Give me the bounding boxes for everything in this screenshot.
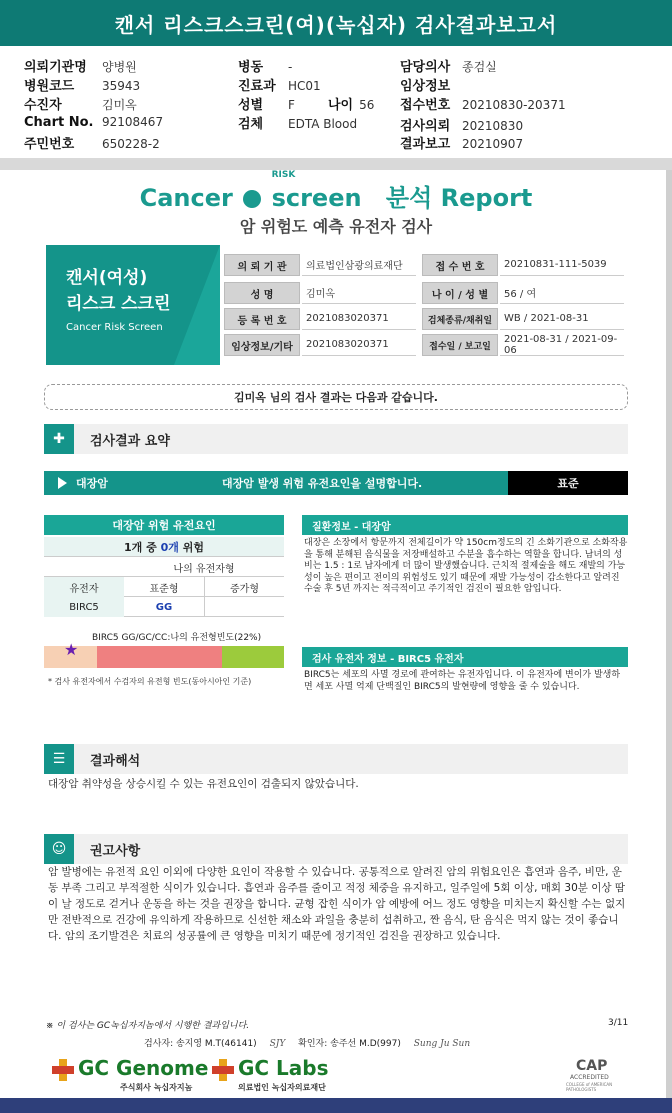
- document-plus-icon: ✚: [44, 424, 74, 454]
- freq-segment-increased: [222, 646, 284, 668]
- product-badge: [46, 245, 220, 365]
- my-genotype-star-icon: ★: [64, 640, 79, 659]
- report-date-field: 결과보고 20210907: [400, 137, 524, 152]
- column-header-row: 유전자 표준형 증가형: [44, 577, 284, 597]
- cancer-type-bar: [44, 471, 628, 495]
- doctor-field: 담당의사 종검실: [400, 60, 497, 75]
- page-edge: [666, 170, 672, 1113]
- tester-signature: SJY: [269, 1039, 286, 1049]
- cancer-description: 대장암 발생 위험 유전요인을 설명합니다.: [222, 477, 423, 490]
- gc-genome-company: 주식회사 녹십자지놈: [120, 1083, 193, 1092]
- summary-title: 검사결과 요약: [90, 433, 170, 449]
- bottom-strip: [0, 1098, 672, 1113]
- disease-info-text: 대장은 소장에서 항문까지 전체길이가 약 150cm정도의 긴 소화기관으로 소화작용을 통해 분해된 음식물을 저장배설하고 수분을 흡수하는 역할을 합니다. 남녀의 성비는 1.5 : 1로 남자에게 더 많이 발생했습니다. 근치적 절제술을 해도 재발의 가능성이 높은 편이고 전이의 위험성도 있기 때문에 재발 가능성이 감소한다고 알려진 수술 후 5년 까지는 적극적이고 주기적인 검진이 필요한 암입니다.: [304, 538, 628, 594]
- summary-section-header: [44, 424, 628, 454]
- signers: [144, 1036, 480, 1049]
- confirmer-signature: Sung Ju Sun: [413, 1039, 471, 1049]
- hospital-code-field: 병원코드 35943: [24, 79, 141, 94]
- specimen-field: 검체 EDTA Blood: [238, 117, 358, 132]
- report-subtitle: 암 위험도 예측 유전자 검사: [239, 217, 433, 236]
- patient-field: 수진자 김미옥: [24, 98, 137, 113]
- clipboard-icon: ☰: [44, 744, 74, 774]
- request-date-field: 검사의뢰 20210830: [400, 119, 524, 134]
- header-separator: [0, 158, 672, 170]
- resident-no-field: 주민번호 650228-2: [24, 137, 160, 152]
- genotype-frequency-bar: [44, 646, 284, 668]
- gene-result-row: BIRC5 GG: [44, 597, 284, 617]
- tester: 검사자: 송지영 M.T(46141): [144, 1039, 257, 1049]
- cap-accredited-logo: CAP ACCREDITED COLLEGE of AMERICAN PATHOLOGISTS: [566, 1058, 613, 1092]
- info-table: 의 뢰 기 관 의료법인삼광의료재단 성 명 김미옥 등 록 번 호 2021083020371 임상정보/기타 2021083020371 접 수 번 호 20210831-111-5039 나 이 / 성 별 56 / 여 검체종류/채취일 WB / 2021-08-31 접수일 / 보고일 2021-08-31 / 2021-09-06: [224, 252, 628, 364]
- freq-segment-intermediate: [97, 646, 222, 668]
- gc-labs-company: 의료법인 녹십자의료재단: [238, 1083, 326, 1092]
- ward-field: 병동 -: [238, 60, 293, 75]
- gene-info-text: BIRC5는 세포의 사멸 경로에 관여하는 유전자입니다. 이 유전자에 변이가 발생하면 세포 사멸 억제 단백질인 BIRC5의 발현량에 영향을 줄 수 있습니다.: [304, 670, 621, 692]
- genotype-frequency-label: BIRC5 GG/GC/CC:나의 유전형빈도(22%): [92, 633, 262, 643]
- gene-box-title: 대장암 위험 유전요인: [44, 515, 284, 535]
- age-field: 나이 56: [328, 98, 375, 113]
- recommendation-section-header: [44, 834, 628, 864]
- risk-count-row: 1개 중 0개 위험: [44, 537, 284, 557]
- cancer-risk-screen-logo: Cancer screen 분석 Report RISK: [139, 170, 533, 212]
- gc-labs-logo: GC Labs: [212, 1056, 329, 1081]
- department-field: 진료과 HC01: [238, 79, 321, 94]
- institution-field: 의뢰기관명 양병원: [24, 60, 137, 75]
- play-arrow-icon: [58, 477, 67, 489]
- gene-info-header: 검사 유전자 정보 - BIRC5 유전자: [302, 647, 628, 667]
- badge-title-2: 리스크 스크린: [66, 294, 171, 314]
- interpretation-title: 결과해석: [90, 753, 141, 769]
- page-number: 3/11: [608, 1018, 629, 1028]
- clinical-info-field: 임상정보: [400, 79, 451, 94]
- genotype-header-row: 나의 유전자형: [44, 557, 284, 577]
- disease-info-header: 질환정보 - 대장암: [302, 515, 628, 535]
- risk-circle-icon: [243, 190, 261, 208]
- interpretation-section-header: [44, 744, 628, 774]
- recommendation-text: 암 발병에는 유전적 요인 이외에 다양한 요인이 작용할 수 있습니다. 공통적으로 알려진 암의 위험요인은 흡연과 음주, 비만, 운동 부족 그리고 부적절한 식이가 있습니다. 흡연과 음주를 줄이고 적정 체중을 유지하고, 일주일에 5회 이상, 매회 30분 이상 땀이 날 정도로 걷거나 운동을 하는 것을 권장을 합니다. 균형 잡힌 식이가 암 예방에 어느 정도 영향을 미치는지 확신할 수는 없지만 전반적으로 건강에 유익하게 작용하므로 신선한 채소와 과일을 충분히 섭취하고, 짠 음식, 탄 음식은 먹지 않는 것이 좋습니다. 암의 조기발견은 치료의 성공률에 큰 영향을 미치기 때문에 정기적인 검진을 권장하고 있습니다.: [48, 866, 626, 942]
- consult-icon: ☺: [44, 834, 74, 864]
- recommendation-title: 권고사항: [90, 843, 141, 859]
- risk-level-badge: 표준: [508, 471, 628, 495]
- interpretation-text: 대장암 취약성을 상승시킬 수 있는 유전요인이 검출되지 않았습니다.: [48, 778, 359, 790]
- badge-subtitle: Cancer Risk Screen: [66, 322, 163, 333]
- report-title: 캔서 리스크스크린(여)(녹십자) 검사결과보고서: [0, 0, 672, 46]
- gc-genome-logo: GC Genome: [52, 1056, 208, 1081]
- sex-field: 성별 F: [238, 98, 295, 113]
- chart-no-field: Chart No. 92108467: [24, 115, 164, 130]
- badge-title: 캔서(여성): [66, 268, 148, 288]
- greeting-text: 김미옥 님의 검사 결과는 다음과 같습니다.: [44, 384, 628, 410]
- cancer-name: 대장암: [76, 477, 108, 490]
- footer-note: ※ 이 검사는 GC녹십자지놈에서 시행한 결과입니다.: [46, 1021, 250, 1031]
- receipt-no-field: 접수번호 20210830-20371: [400, 98, 566, 113]
- frequency-note: * 검사 유전자에서 수검자의 유전형 빈도(동아시아인 기준): [48, 677, 252, 686]
- confirmer: 확인자: 송주선 M.D(997): [298, 1039, 401, 1049]
- patient-header: [0, 54, 672, 154]
